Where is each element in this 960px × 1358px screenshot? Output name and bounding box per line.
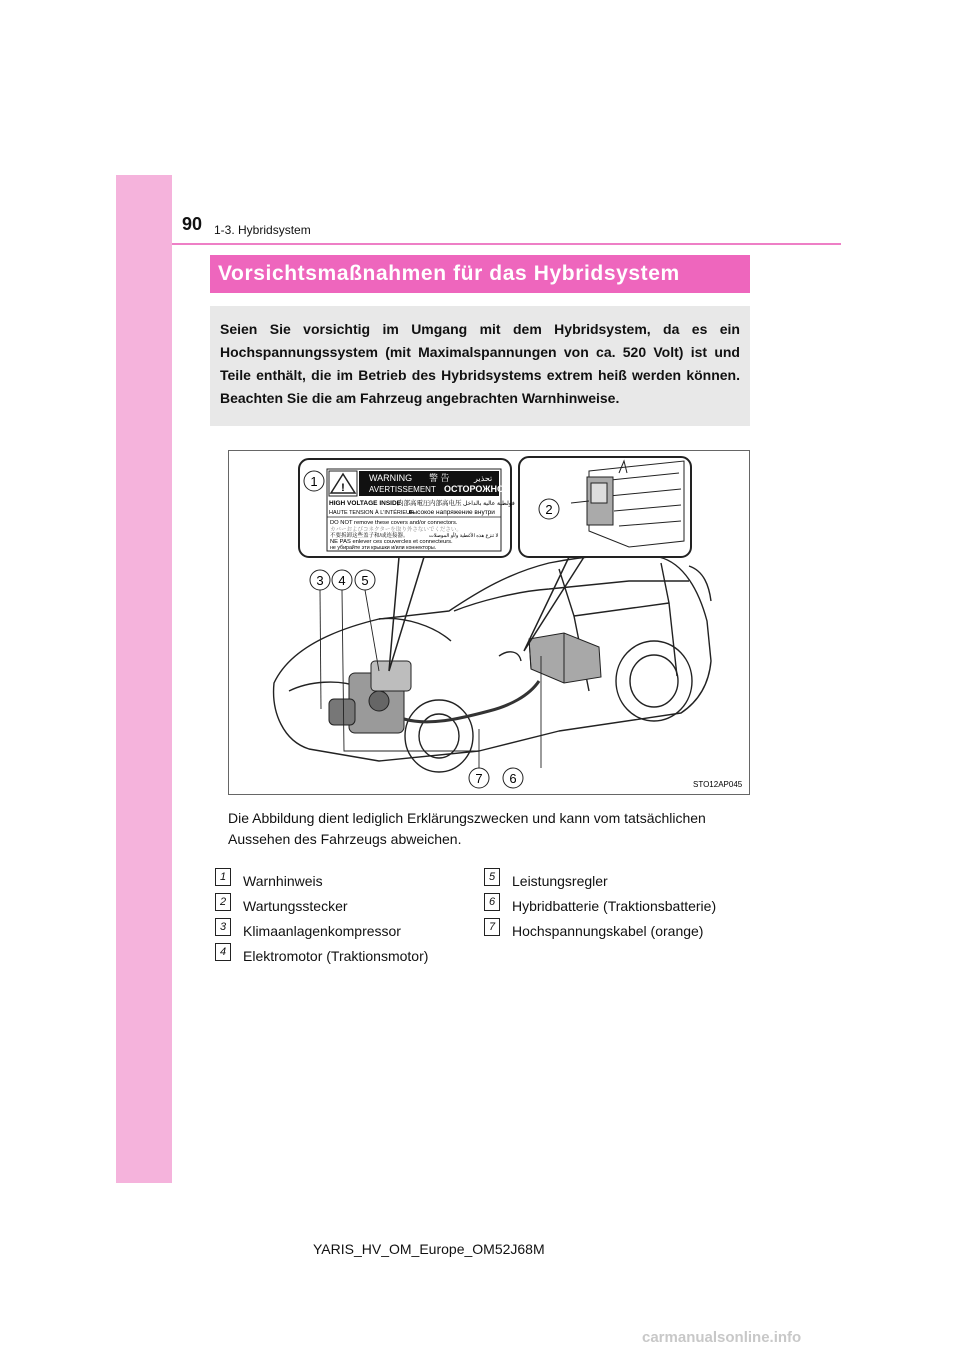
legend-item-4 [219, 946, 429, 964]
legend-item-1 [219, 871, 323, 889]
chapter-sidebar-tab [116, 175, 172, 1183]
label-ostorozhno: ОСТОРОЖНО [444, 484, 504, 494]
label-hv-ar: فولطية عالية بالداخل [463, 501, 515, 507]
label-high-voltage: HIGH VOLTAGE INSIDE [329, 500, 401, 507]
label-ne-ru: не убирайте эти крышки и/или коннекторы. [330, 545, 437, 551]
label-donot-cn: 不要拆卸这些盖子和/或连接器。 [330, 533, 409, 539]
section-heading: 1-3. Hybridsystem [214, 223, 311, 237]
warning-label-inset [299, 459, 515, 557]
legend-text-1: Warnhinweis [243, 873, 323, 889]
figure-caption: Die Abbildung dient lediglich Erklärungszwecken und kann vom tatsächlichen Aussehen des Fahrzeugs abweichen. [228, 810, 706, 847]
callout-1 [304, 471, 324, 491]
hybrid-system-illustration [228, 450, 750, 795]
label-haute-tension: HAUTE TENSION À L'INTÉRIEUR [329, 510, 414, 516]
callout-5 [355, 570, 375, 590]
engine-assembly [329, 661, 411, 733]
svg-text:3: 3 [316, 573, 324, 588]
label-warning-cn: 警 告 [429, 473, 450, 483]
legend-num-3: 3 [215, 918, 231, 936]
legend-item-5 [488, 871, 608, 889]
footer-document-id: YARIS_HV_OM_Europe_OM52J68M [313, 1241, 545, 1257]
header-rule [172, 243, 841, 245]
legend-num-2: 2 [215, 893, 231, 911]
callout-2 [539, 499, 559, 519]
label-avertissement: AVERTISSEMENT [369, 485, 436, 494]
legend-text-2: Wartungsstecker [243, 898, 348, 914]
legend-item-6 [488, 896, 717, 914]
label-donot: DO NOT remove these covers and/or connectors. [330, 520, 458, 526]
page-title: Vorsichtsmaßnahmen für das Hybridsystem [210, 255, 750, 293]
figure-code: STO12AP045 [693, 780, 743, 789]
legend-text-4: Elektromotor (Traktionsmotor) [243, 948, 429, 964]
label-hv-jp: 内部高電圧 [397, 500, 430, 507]
callout-3 [310, 570, 330, 590]
svg-text:7: 7 [475, 771, 483, 786]
legend-text-5: Leistungsregler [512, 873, 608, 889]
label-hv-cn: 内部高电压 [429, 500, 462, 507]
svg-text:1: 1 [310, 474, 318, 489]
legend-item-3 [219, 921, 401, 939]
svg-text:6: 6 [509, 771, 517, 786]
legend-item-7 [488, 921, 704, 939]
high-voltage-cable [404, 681, 539, 722]
callout-4 [332, 570, 352, 590]
label-nepas: NE PAS enlever ces couvercles et connecteurs. [330, 539, 453, 545]
callout-7 [469, 768, 489, 788]
page-number: 90 [182, 214, 203, 234]
legend-num-4: 4 [215, 943, 231, 961]
legend-item-2 [219, 896, 348, 914]
watermark: carmanualsonline.info [642, 1329, 802, 1346]
label-donot-ar: لا تنزع هذه الأغطية و/أو الموصلات [429, 533, 499, 539]
svg-text:2: 2 [545, 502, 553, 517]
label-donot-jp: カバーおよびコネクターを取り外さないでください。 [330, 527, 462, 533]
callout-6 [503, 768, 523, 788]
legend-num-5: 5 [484, 868, 500, 886]
intro-box: Seien Sie vorsichtig im Umgang mit dem Hybridsystem, da es ein Hochspannungssystem (mit Maximalspannungen von ca. 520 Volt) ist und Teile enthält, die im Betrieb des Hybridsystems extrem heiß werden können. Beachten Sie die am Fahrzeug angebrachten Warnhinweise. [210, 306, 750, 426]
svg-text:!: ! [341, 482, 345, 494]
legend-text-7: Hochspannungskabel (orange) [512, 923, 704, 939]
legend-num-7: 7 [484, 918, 500, 936]
svg-text:5: 5 [361, 573, 369, 588]
legend-text-3: Klimaanlagenkompressor [243, 923, 401, 939]
hybrid-battery [529, 633, 601, 683]
label-warning-ar: تحذير [474, 474, 493, 483]
label-hv-ru: высокое напряжение внутри [409, 509, 495, 516]
label-warning: WARNING [369, 473, 413, 483]
svg-text:4: 4 [338, 573, 346, 588]
legend-text-6: Hybridbatterie (Traktionsbatterie) [512, 898, 717, 914]
legend-num-6: 6 [484, 893, 500, 911]
legend-num-1: 1 [215, 868, 231, 886]
